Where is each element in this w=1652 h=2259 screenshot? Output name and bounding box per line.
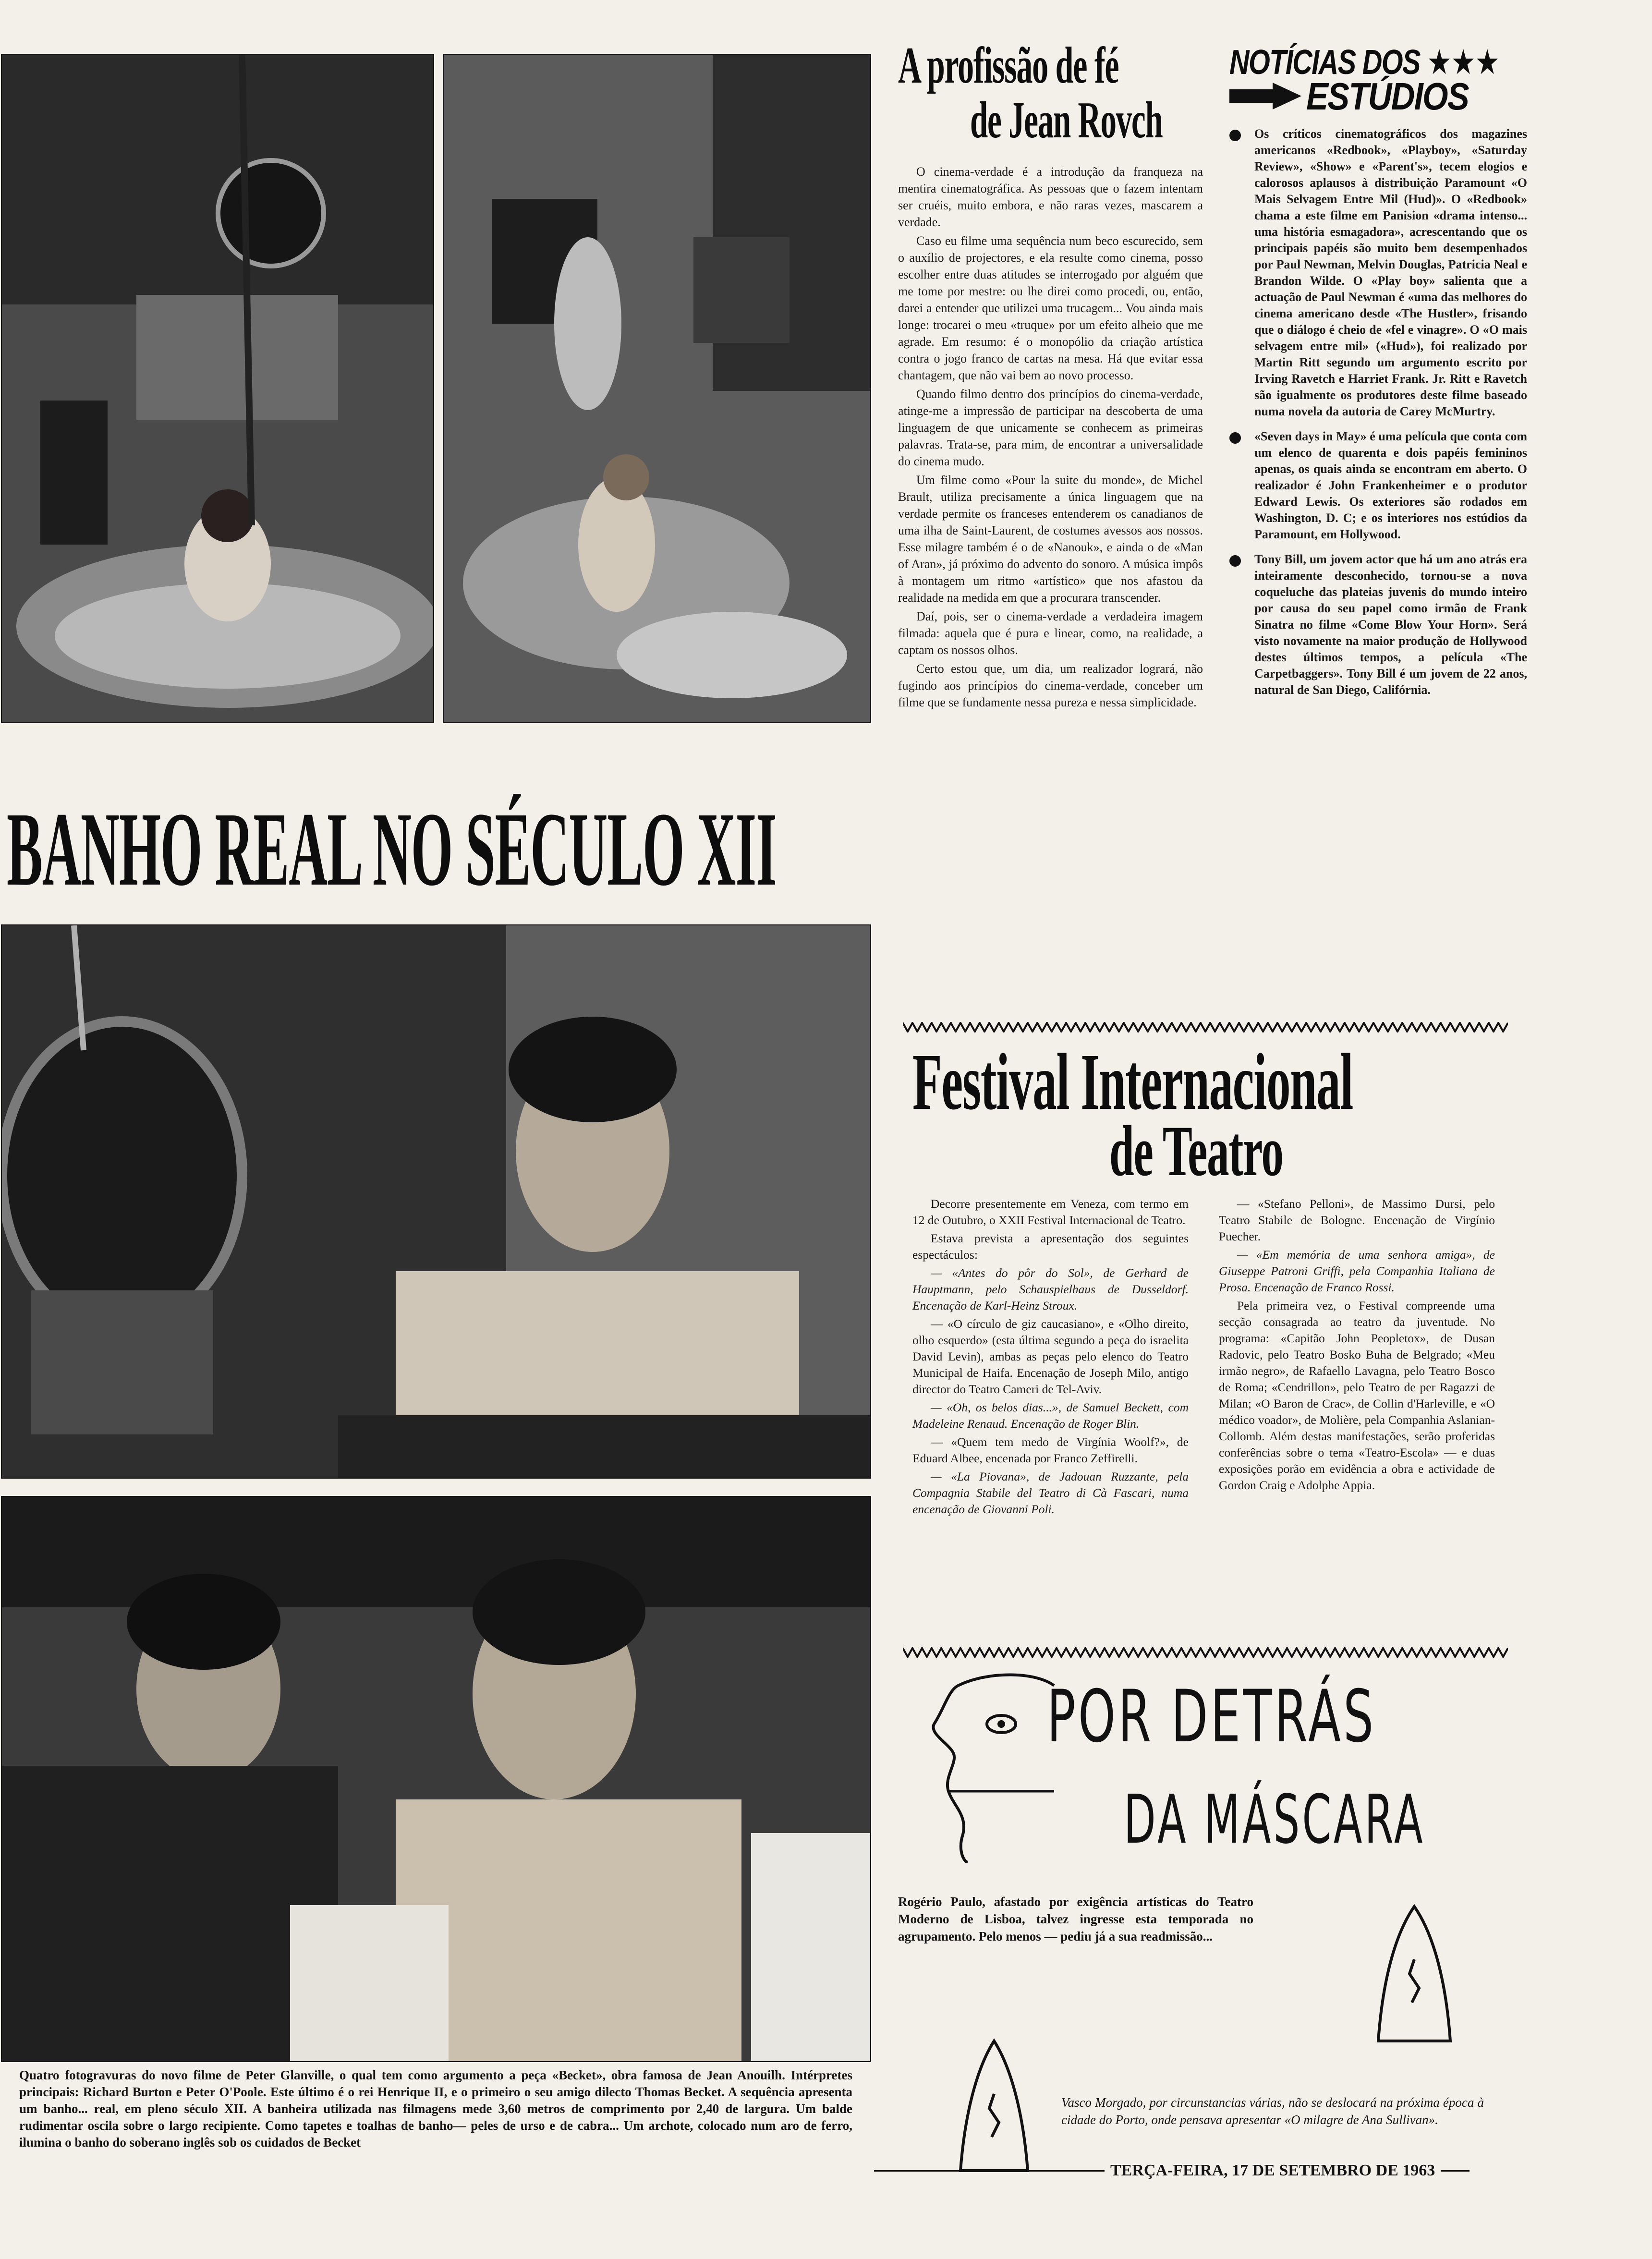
studios-list [1229,126,1527,707]
festival-paragraph: Decorre presentemente em Veneza, com termo em 12 de Outubro, o XXII Festival Internacional de Teatro. [912,1197,1189,1227]
pen-icon [1373,1902,1455,2046]
festival-paragraph: — «Antes do pôr do Sol», de Gerhard de Hauptmann, pelo Schauspielhaus de Dusseldorf. Encenação de Karl-Heinz Stroux. [912,1266,1189,1312]
photo-bath-scene-1 [1,54,434,723]
mascara-item-1: Rogério Paulo, afastado por exigência artísticas do Teatro Moderno de Lisboa, talvez ingresse esta temporada no agrupamento. Pelo menos — pediu já a sua readmissão... [898,1895,1253,1943]
festival-paragraph: — «Oh, os belos dias...», de Samuel Beckett, com Madeleine Renaud. Encenação de Roger Blin. [912,1400,1189,1431]
studios-item [1229,126,1527,420]
photo-becket-king [1,1496,871,2062]
photo-bath-scene-2 [443,54,871,723]
festival-paragraph: — «Quem tem medo de Virgínia Woolf?», de Eduard Albee, encenada por Franco Zeffirelli. [912,1435,1189,1465]
studios-item-text: Os críticos cinematográficos dos magazines americanos «Redbook», «Playboy», «Saturday Review», «Show» e «Parent's», tecem elogios e calorosos aplausos à distribuição Paramount «O Mais Selvagem Entre Mil (Hud)». O «Redbook» chama a este filme em Panision «drama intenso... uma história esmagadora», acrescentando que os principais papéis são muito bem desempenhados por Paul Newman, Melvin Douglas, Patricia Neal e Brandon Wilde. O «Play boy» salienta que a actuação de Paul Newman é «uma das melhores do cinema americano desde «The Hustler», frisando que o diálogo é cheio de «fel e vinagre». O «O mais selvagem entre mil» («Hud»), foi realizado por Martin Ritt segundo um argumento escrito por Irving Ravetch e Harriet Frank. Jr. Ritt e Ravetch são igualmente os produtores deste filme baseado numa novela da autoria de Carey McMurtry. [1254,127,1527,418]
festival-paragraph: — «O círculo de giz caucasiano», e «Olho direito, olho esquerdo» (esta última segundo a peça do israelita David Levin), ambas as peças pelo elenco do Teatro Municipal de Haifa. Encenação de Joseph Milo, antigo director do Teatro Cameri de Tel-Aviv. [912,1317,1189,1396]
rouch-article-body [898,163,1203,713]
rouch-paragraph: Daí, pois, ser o cinema-verdade a verdadeira imagem filmada: aquela que é pura e linear, como, na realidade, a captam os nossos olhos. [898,609,1203,657]
photo-becket-bath [1,924,871,1479]
footer-dateline: TERÇA-FEIRA, 17 DE SETEMBRO DE 1963 [1105,2161,1441,2180]
festival-paragraph: Pela primeira vez, o Festival compreende uma secção consagrada ao teatro da juventude. No programa: «Capitão John Peopletox», de Dusan Radovic, pelo Teatro Bosko Buha de Belgrado; «Meu irmão negro», de Rafaello Lavagna, pelo Teatro Bosco de Roma; «Cendrillon», pelo Teatro de per Ragazzi de Milan; «O Baron de Crac», de Collin d'Harleville, e «O médico voador», de Molière, pela Companhia Aslanian-Collomb. Além destas manifestações, serão proferidas conferências sobre o tema «Teatro-Escola» — e duas exposições porão em evidência a obra e actividade de Gordon Craig e Adolphe Appia. [1219,1299,1495,1492]
mascara-logo-line1: POR DETRÁS [1047,1675,1376,1759]
bullet-icon [1229,555,1241,567]
rouch-title-line2: de Jean Rovch [970,92,1163,149]
festival-paragraph: — «La Piovana», de Jadouan Ruzzante, pela Compagnia Stabile del Teatro di Cà Fascari, numa encenação de Giovanni Poli. [912,1470,1189,1516]
rouch-paragraph: O cinema-verdade é a introdução da franqueza na mentira cinematográfica. As pessoas que o fazem intentam ser cruéis, muito embora, e não raras vezes, mascarem a verdade. [898,165,1203,229]
mascara-logo-line2: DA MÁSCARA [1124,1781,1425,1859]
studios-title-line1: NOTÍCIAS DOS ★★★ [1229,43,1499,82]
studios-item [1229,428,1527,543]
rouch-paragraph: Quando filmo dentro dos princípios do cinema-verdade, atinge-me a impressão de participar na descoberta de uma linguagem de que unicamente se conhecem as primeiras palavras. Trata-se, para mim, de encontrar a universalidade do cinema mudo. [898,387,1203,468]
arrow-icon [1229,83,1301,109]
bullet-icon [1229,130,1241,141]
festival-title-line1: Festival Internacional [912,1037,1353,1127]
festival-title-line2: de Teatro [1109,1111,1283,1191]
festival-paragraph: — «Stefano Pelloni», de Massimo Dursi, pelo Teatro Stabile de Bologne. Encenação de Virgínio Puecher. [1219,1197,1495,1243]
festival-col1 [912,1196,1189,1519]
studios-item-text: «Seven days in May» é uma película que conta com um elenco de quarenta e dois papéis femininos apenas, os quais ainda se encontram em aberto. O realizador é John Frankenheimer e o produtor Edward Lewis. Os exteriores são rodados em Washington, D. C; e os interiores nos estúdios da Paramount, em Hollywood. [1254,429,1527,541]
rouch-paragraph: Caso eu filme uma sequência num beco escurecido, sem o auxílio de projectores, e ela resulte como cinema, posso escolher entre duas atitudes se interrogado por alguém que me tome por mestre: ou lhe direi como procedi, ou, então, darei a entender que utilizei uma trucagem... Vou ainda mais longe: trocarei o meu «truque» por um efeito alheio que me agrade. Em resumo: é o monopólio da criação artística contra o jogo franco de cartas na mesa. Há que evitar essa chantagem, que não vai bem ao novo processo. [898,234,1203,382]
studios-item [1229,551,1527,698]
photo-caption: Quatro fotogravuras do novo filme de Peter Glanville, o qual tem como argumento a peça «Becket», obra famosa de Jean Anouilh. Intérpretes principais: Richard Burton e Peter O'Poole. Este último é o rei Henrique II, e o primeiro o seu amigo dilecto Thomas Becket. A sequência apresenta um banho... real, em pleno século XII. A banheira utilizada nas filmagens mede 3,60 metros de comprimento por 2,40 de largura. Um balde rudimentar oscila sobre o largo recipiente. Como tapetes e toalhas de banho— peles de urso e de cabra... Um archote, colocado num aro de ferro, ilumina o banho do soberano inglês sob os cuidados de Becket [19,2068,852,2150]
rouch-title-line1: A profissão de fé [898,37,1119,94]
festival-col2 [1219,1196,1495,1495]
bullet-icon [1229,432,1241,444]
festival-paragraph: — «Em memória de uma senhora amiga», de Giuseppe Patroni Griffi, pela Companhia Italiana de Prosa. Encenação de Franco Rossi. [1219,1248,1495,1294]
rouch-paragraph: Certo estou que, um dia, um realizador logrará, não fugindo aos princípios do cinema-verdade, conceber um filme que se fundamente nessa pureza e nessa simplicidade. [898,662,1203,709]
zigzag-divider [903,1022,1508,1032]
studios-title-line2: ESTÚDIOS [1306,75,1469,118]
festival-paragraph: Estava prevista a apresentação dos seguintes espectáculos: [912,1231,1189,1262]
pen-icon [956,2036,1032,2175]
studios-item-text: Tony Bill, um jovem actor que há um ano atrás era inteiramente desconhecido, tornou-se a nova coqueluche das plateias juvenis do mundo inteiro por causa do seu papel como irmão de Frank Sinatra no filme «Come Blow Your Horn». Será visto novamente na maior produção de Hollywood destes últimos tempos, a película «The Carpetbaggers». Tony Bill é um jovem de 22 anos, natural de San Diego, Califórnia. [1254,552,1527,697]
mascara-item-2: Vasco Morgado, por circunstancias várias, não se deslocará na próxima época à cidade do Porto, onde pensava apresentar «O milagre de Ana Sullivan». [1061,2095,1484,2127]
rouch-paragraph: Um filme como «Pour la suite du monde», de Michel Brault, utiliza precisamente a única linguagem que na verdade permite os franceses entenderem os canadianos de uma ilha de Saint-Laurent, de costumes avessos aos nossos. Esse milagre também é o de «Nanouk», e ainda o de «Man of Aran», já próximo do advento do sonoro. A música impôs à montagem um ritmo «artístico» que nos afastou da realidade na medida em que a procurara transcender. [898,473,1203,605]
main-headline: BANHO REAL NO SÉCULO XII [7,790,777,908]
zigzag-divider [903,1647,1508,1658]
